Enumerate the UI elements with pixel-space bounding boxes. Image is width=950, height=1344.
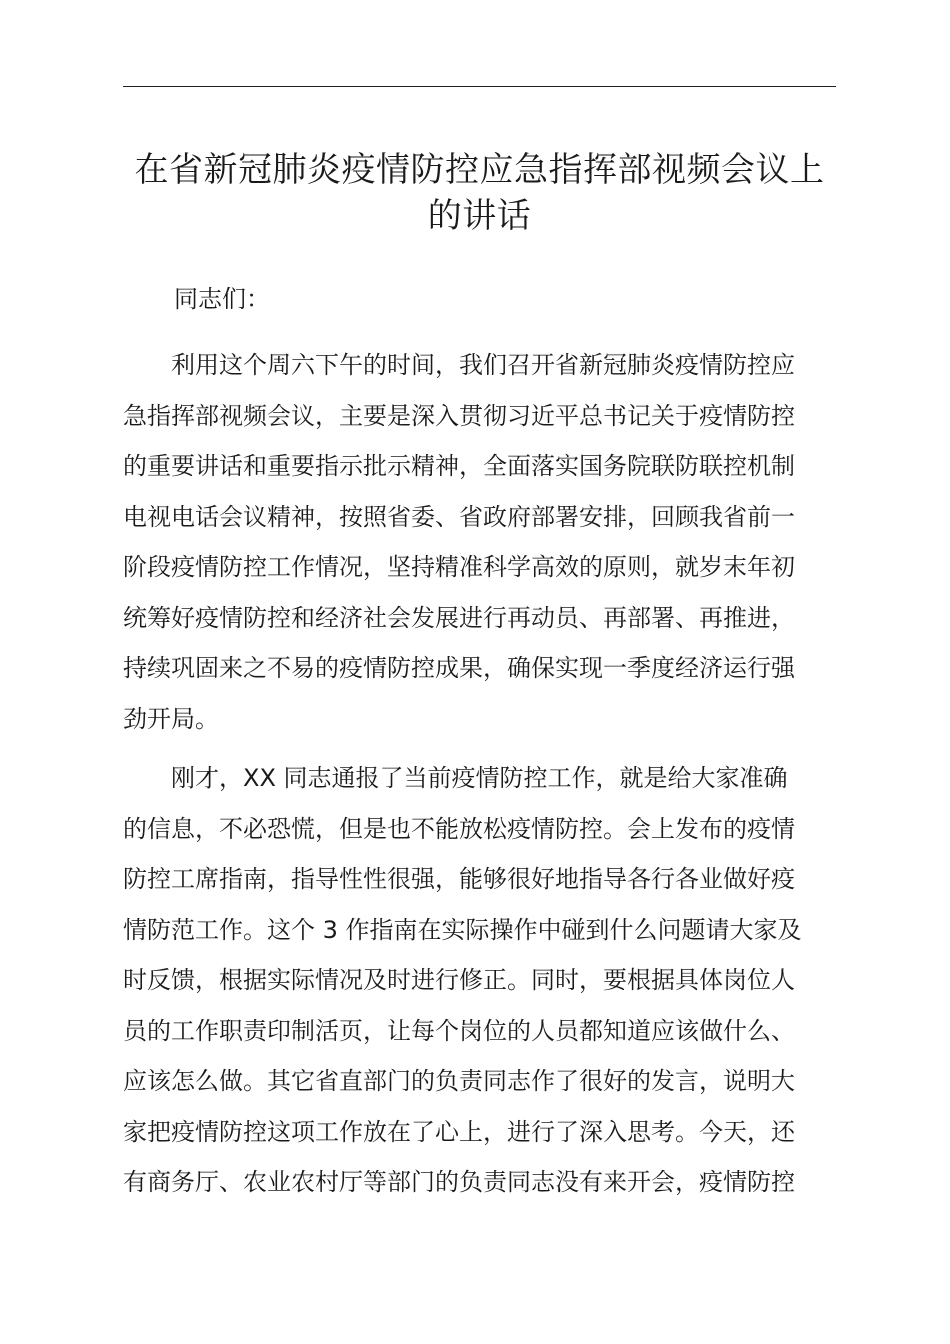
text-line: 统筹好疫情防控和经济社会发展进行再动员、再部署、再推进，	[123, 603, 795, 632]
text-line: 家把疫情防控这项工作放在了心上，进行了深入思考。今天，还	[123, 1117, 795, 1146]
text-line: 防控工席指南，指导性性很强，能够很好地指导各行各业做好疫	[123, 865, 795, 893]
text-line: 刚才，XX 同志通报了当前疫情防控工作，就是给大家准确	[123, 764, 788, 792]
paragraph-1	[123, 340, 863, 744]
text-line: 持续巩固来之不易的疫情防控成果，确保实现一季度经济运行强	[123, 654, 795, 682]
text-line: 时反馈，根据实际情况及时进行修正。同时，要根据具体岗位人	[123, 966, 795, 994]
document-title	[113, 147, 846, 239]
text-line: 劲开局。	[123, 704, 219, 733]
paragraph-2	[123, 753, 863, 1208]
text-line: 阶段疫情防控工作情况，坚持精准科学高效的原则，就岁末年初	[123, 553, 795, 581]
salutation: 同志们：	[174, 285, 270, 313]
text-line: 利用这个周六下午的时间，我们召开省新冠肺炎疫情防控应	[123, 351, 795, 379]
text-line: 员的工作职责印制活页，让每个岗位的人员都知道应该做什么、	[123, 1016, 795, 1045]
title-line: 在省新冠肺炎疫情防控应急指挥部视频会议上	[134, 150, 825, 190]
text-line: 电视电话会议精神，按照省委、省政府部署安排，回顾我省前一	[123, 502, 795, 531]
text-line: 的信息，不必恐慌，但是也不能放松疫情防控。会上发布的疫情	[123, 814, 795, 843]
header-rule	[123, 86, 836, 87]
text-line: 有商务厅、农业农村厅等部门的负责同志没有来开会，疫情防控	[123, 1168, 795, 1196]
text-line: 情防范工作。这个 3 作指南在实际操作中碰到什么问题请大家及	[123, 915, 802, 944]
text-line: 应该怎么做。其它省直部门的负责同志作了很好的发言，说明大	[123, 1067, 795, 1095]
text-line: 的重要讲话和重要指示批示精神，全面落实国务院联防联控机制	[123, 452, 795, 480]
text-line: 急指挥部视频会议，主要是深入贯彻习近平总书记关于疫情防控	[123, 401, 795, 430]
title-line: 的讲话	[427, 196, 532, 236]
